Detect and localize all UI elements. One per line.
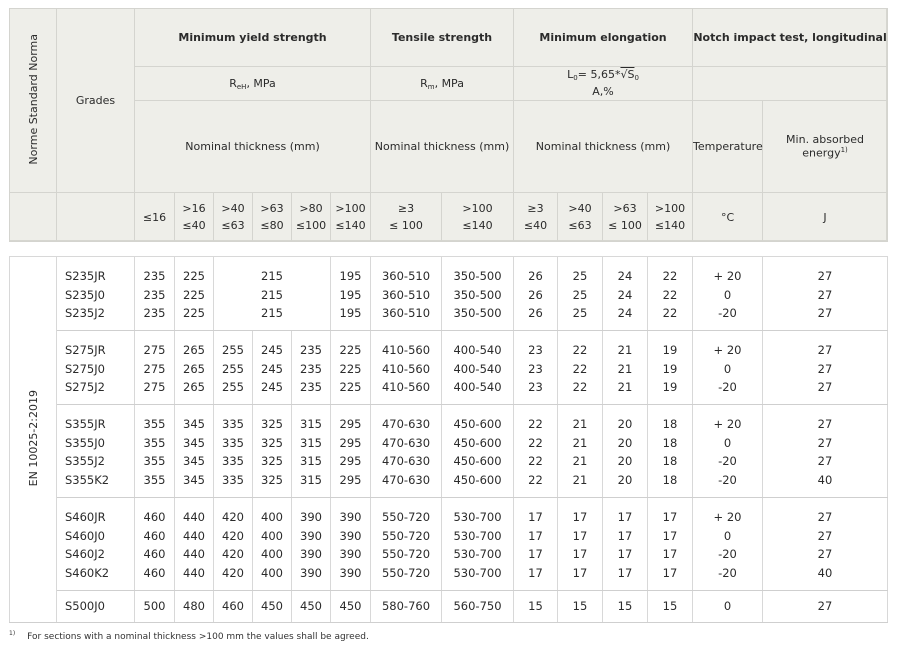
yield-cell: 460 bbox=[214, 591, 253, 623]
energy-unit: J bbox=[763, 193, 888, 242]
yield-cell: 325 325 325 325 bbox=[253, 405, 292, 498]
yield-cell bbox=[292, 257, 331, 331]
elongation-cell: 15 bbox=[603, 591, 648, 623]
elongation-cell: 23 23 23 bbox=[514, 331, 558, 405]
yield-cell: 390 390 390 390 bbox=[331, 498, 371, 591]
yield-symbol: $R_{eH}$, MPa bbox=[135, 67, 371, 101]
elongation-cell: 17 17 17 17 bbox=[603, 498, 648, 591]
elongation-cell: 20 20 20 20 bbox=[603, 405, 648, 498]
elong_ranges-0: ≥3 ≤40 bbox=[514, 193, 558, 242]
yield-cell: 450 bbox=[331, 591, 371, 623]
yield-cell bbox=[214, 257, 253, 331]
yield-cell: 245 245 245 bbox=[253, 331, 292, 405]
grades-cell: S275JR S275J0 S275J2 bbox=[57, 331, 135, 405]
energy-cell: 27 27 27 bbox=[763, 257, 888, 331]
table-body bbox=[9, 256, 888, 623]
yield-cell: 235 235 235 bbox=[292, 331, 331, 405]
energy-cell: 27 27 27 40 bbox=[763, 405, 888, 498]
grade-group bbox=[10, 591, 888, 623]
grades-cell: S500J0 bbox=[57, 591, 135, 623]
yield_ranges-4: >80 ≤100 bbox=[292, 193, 331, 242]
elongation-cell: 24 24 24 bbox=[603, 257, 648, 331]
standard-label: EN 10025-2:2019 bbox=[26, 389, 40, 487]
yield-cell: 345 345 345 345 bbox=[175, 405, 214, 498]
grades-cell: S235JR S235J0 S235J2 bbox=[57, 257, 135, 331]
blank bbox=[57, 193, 135, 242]
grade-group bbox=[10, 498, 888, 591]
yield-cell: 215 215 215 bbox=[253, 257, 292, 331]
temperature-cell: + 20 0 -20 -20 bbox=[693, 498, 763, 591]
elongation-cell: 18 18 18 18 bbox=[648, 405, 693, 498]
yield-cell: 500 bbox=[135, 591, 175, 623]
tensile-cell: 580-760 bbox=[371, 591, 442, 623]
elongation-cell: 19 19 19 bbox=[648, 331, 693, 405]
yield-cell: 195 195 195 bbox=[331, 257, 371, 331]
elongation-cell: 15 bbox=[514, 591, 558, 623]
yield_ranges-3: >63 ≤80 bbox=[253, 193, 292, 242]
grades-cell: S355JR S355J0 S355J2 S355K2 bbox=[57, 405, 135, 498]
yield-title: Minimum yield strength bbox=[135, 9, 371, 67]
yield-cell: 335 335 335 335 bbox=[214, 405, 253, 498]
elongation-cell: 21 21 21 21 bbox=[558, 405, 603, 498]
standard-cell bbox=[10, 257, 57, 623]
tensile-title: Tensile strength bbox=[371, 9, 514, 67]
yield-cell: 400 400 400 400 bbox=[253, 498, 292, 591]
elong_ranges-2: >63 ≤ 100 bbox=[603, 193, 648, 242]
elong_ranges-1: >40 ≤63 bbox=[558, 193, 603, 242]
blank bbox=[10, 193, 57, 242]
elongation-cell: 17 17 17 17 bbox=[514, 498, 558, 591]
yield-cell: 355 355 355 355 bbox=[135, 405, 175, 498]
yield-cell: 420 420 420 420 bbox=[214, 498, 253, 591]
elongation-formula: $L_0= 5,65*√S_0$ A,% bbox=[514, 67, 693, 101]
tensile-cell: 400-540 400-540 400-540 bbox=[442, 331, 514, 405]
tensile-cell: 470-630 470-630 470-630 470-630 bbox=[371, 405, 442, 498]
yield-thickness-label: Nominal thickness (mm) bbox=[135, 101, 371, 193]
energy-label: Min. absorbed energy$^{1)}$ bbox=[763, 101, 888, 193]
grade-group bbox=[10, 257, 888, 331]
tensile_ranges-1: >100 ≤140 bbox=[442, 193, 514, 242]
tensile-cell: 350-500 350-500 350-500 bbox=[442, 257, 514, 331]
temperature-cell: + 20 0 -20 bbox=[693, 257, 763, 331]
grades-header: Grades bbox=[57, 9, 135, 193]
yield-cell: 450 bbox=[292, 591, 331, 623]
yield-cell: 255 255 255 bbox=[214, 331, 253, 405]
yield-cell: 315 315 315 315 bbox=[292, 405, 331, 498]
elongation-cell: 17 17 17 17 bbox=[648, 498, 693, 591]
temp-unit: °C bbox=[693, 193, 763, 242]
elongation-cell: 26 26 26 bbox=[514, 257, 558, 331]
yield_ranges-0: ≤16 bbox=[135, 193, 175, 242]
elongation-title: Minimum elongation bbox=[514, 9, 693, 67]
yield-cell: 295 295 295 295 bbox=[331, 405, 371, 498]
tensile-symbol: $R_m$, MPa bbox=[371, 67, 514, 101]
elongation-cell: 15 bbox=[558, 591, 603, 623]
energy-cell: 27 bbox=[763, 591, 888, 623]
yield-cell: 390 390 390 390 bbox=[292, 498, 331, 591]
elongation-cell: 25 25 25 bbox=[558, 257, 603, 331]
yield-cell: 225 225 225 bbox=[175, 257, 214, 331]
tensile-cell: 560-750 bbox=[442, 591, 514, 623]
notch-blank bbox=[693, 67, 888, 101]
tensile_ranges-0: ≥3 ≤ 100 bbox=[371, 193, 442, 242]
yield_ranges-1: >16 ≤40 bbox=[175, 193, 214, 242]
elongation-cell: 15 bbox=[648, 591, 693, 623]
temperature-cell: 0 bbox=[693, 591, 763, 623]
standard-header: Norme Standard Norma bbox=[10, 9, 57, 193]
tensile-cell: 360-510 360-510 360-510 bbox=[371, 257, 442, 331]
elong_ranges-3: >100 ≤140 bbox=[648, 193, 693, 242]
tensile-cell: 550-720 550-720 550-720 550-720 bbox=[371, 498, 442, 591]
tensile-cell: 530-700 530-700 530-700 530-700 bbox=[442, 498, 514, 591]
notch-title: Notch impact test, longitudinal bbox=[693, 9, 888, 67]
yield_ranges-5: >100 ≤140 bbox=[331, 193, 371, 242]
yield-cell: 460 460 460 460 bbox=[135, 498, 175, 591]
table-header bbox=[9, 8, 888, 242]
grade-group bbox=[10, 405, 888, 498]
yield-cell: 235 235 235 bbox=[135, 257, 175, 331]
yield-cell: 480 bbox=[175, 591, 214, 623]
energy-cell: 27 27 27 bbox=[763, 331, 888, 405]
temperature-cell: + 20 0 -20 bbox=[693, 331, 763, 405]
elongation-cell: 22 22 22 bbox=[558, 331, 603, 405]
grade-group bbox=[10, 331, 888, 405]
tensile-thickness-label: Nominal thickness (mm) bbox=[371, 101, 514, 193]
yield_ranges-2: >40 ≤63 bbox=[214, 193, 253, 242]
yield-cell: 225 225 225 bbox=[331, 331, 371, 405]
footnote: $^{1)}$ For sections with a nominal thickness >100 mm the values shall be agreed. bbox=[9, 630, 369, 642]
temperature-label: Temperature bbox=[693, 101, 763, 193]
elongation-cell: 21 21 21 bbox=[603, 331, 648, 405]
yield-cell: 450 bbox=[253, 591, 292, 623]
elongation-cell: 17 17 17 17 bbox=[558, 498, 603, 591]
yield-cell: 440 440 440 440 bbox=[175, 498, 214, 591]
elong-thickness-label: Nominal thickness (mm) bbox=[514, 101, 693, 193]
temperature-cell: + 20 0 -20 -20 bbox=[693, 405, 763, 498]
elongation-cell: 22 22 22 22 bbox=[514, 405, 558, 498]
yield-cell: 265 265 265 bbox=[175, 331, 214, 405]
grades-cell: S460JR S460J0 S460J2 S460K2 bbox=[57, 498, 135, 591]
energy-cell: 27 27 27 40 bbox=[763, 498, 888, 591]
tensile-cell: 450-600 450-600 450-600 450-600 bbox=[442, 405, 514, 498]
tensile-cell: 410-560 410-560 410-560 bbox=[371, 331, 442, 405]
yield-cell: 275 275 275 bbox=[135, 331, 175, 405]
elongation-cell: 22 22 22 bbox=[648, 257, 693, 331]
